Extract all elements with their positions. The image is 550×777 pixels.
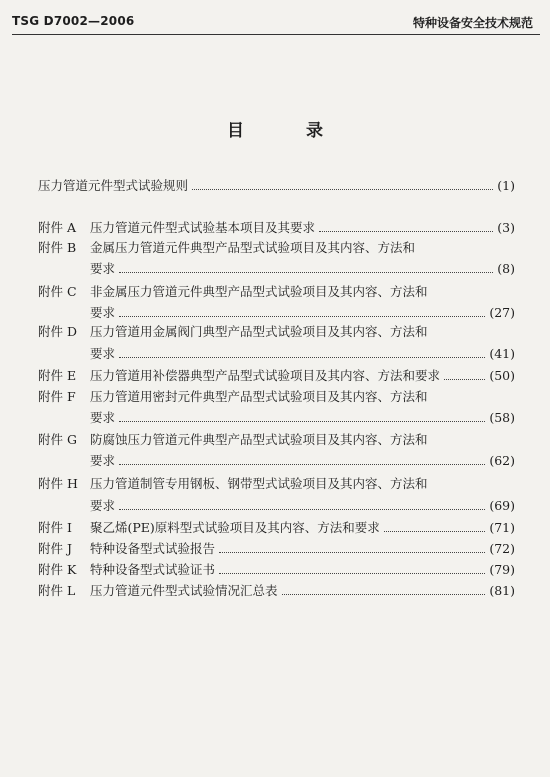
toc-entry-text: 压力管道元件型式试验基本项目及其要求 [90,220,316,235]
series-title: 特种设备安全技术规范 [412,16,533,30]
dot-leader [119,316,485,317]
toc-entry-prefix: 附件 I [38,520,72,535]
toc-entry-appendix-i[interactable] [38,518,515,538]
dot-leader [119,464,485,465]
toc-page-number: (41) [489,346,515,361]
toc-entry-appendix-g[interactable] [38,430,515,450]
toc-entry-prefix: 附件 D [38,324,77,339]
toc-entry-prefix: 附件 L [38,583,76,598]
toc-entry-text: 压力管道制管专用钢板、钢带型式试验项目及其内容、方法和 [90,476,428,491]
toc-entry-prefix: 附件 C [38,284,77,299]
dot-leader [219,552,485,553]
toc-entry-text: 要求 [90,410,116,425]
toc-title: 目 录 [227,121,351,141]
toc-entry-text: 压力管道用金属阀门典型产品型式试验项目及其内容、方法和 [90,324,428,339]
header-rule [12,34,540,35]
dot-leader [319,231,493,232]
toc-entry-appendix-c[interactable] [38,282,515,302]
toc-entry-appendix-d[interactable] [38,322,515,342]
toc-entry-prefix: 附件 H [38,476,78,491]
toc-entry-prefix: 附件 F [38,389,76,404]
dot-leader [119,272,493,273]
toc-page-number: (69) [489,498,515,513]
toc-page-number: (27) [489,305,515,320]
toc-page-number: (58) [489,410,515,425]
toc-entry-prefix: 附件 J [38,541,72,556]
toc-entry-appendix-k[interactable] [38,560,515,580]
toc-entry-text: 压力管道用补偿器典型产品型式试验项目及其内容、方法和要求 [90,368,441,383]
toc-entry-text: 压力管道元件型式试验规则 [38,178,189,193]
toc-page-number: (62) [489,453,515,468]
toc-page-number: (81) [489,583,515,598]
toc-entry-appendix-f[interactable] [38,387,515,407]
page-header [0,0,550,36]
toc-entry-appendix-a[interactable] [38,218,515,238]
toc-page-number: (50) [489,368,515,383]
toc-entry-text: 压力管道元件型式试验情况汇总表 [90,583,278,598]
toc-entry-prefix: 附件 A [38,220,77,235]
toc-entry-text: 金属压力管道元件典型产品型式试验项目及其内容、方法和 [90,240,416,255]
dot-leader [119,509,485,510]
toc-entry-appendix-d-cont[interactable] [38,344,515,364]
toc-entry-prefix: 附件 G [38,432,77,447]
toc-entry-appendix-f-cont[interactable] [38,408,515,428]
toc-entry-text: 特种设备型式试验报告 [90,541,216,556]
toc-entry-appendix-h[interactable] [38,474,515,494]
toc-entry-prefix: 附件 K [38,562,77,577]
toc-page-number: (72) [489,541,515,556]
toc-entry-prefix: 附件 E [38,368,77,383]
toc-entry-text: 要求 [90,453,116,468]
toc-entry-text: 要求 [90,305,116,320]
toc-entry-appendix-j[interactable] [38,539,515,559]
toc-entry-prefix: 附件 B [38,240,77,255]
dot-leader [119,357,485,358]
toc-entry-rules[interactable] [38,176,515,196]
dot-leader [384,531,486,532]
dot-leader [192,189,493,190]
toc-entry-text: 要求 [90,498,116,513]
toc-entry-appendix-b-cont[interactable] [38,259,515,279]
toc-entry-appendix-e[interactable] [38,366,515,386]
toc-entry-appendix-h-cont[interactable] [38,496,515,516]
toc-entry-text: 要求 [90,261,116,276]
toc-page-number: (79) [489,562,515,577]
dot-leader [444,379,485,380]
toc-entry-text: 聚乙烯(PE)原料型式试验项目及其内容、方法和要求 [90,520,380,535]
dot-leader [119,421,485,422]
toc-entry-text: 要求 [90,346,116,361]
toc-entry-appendix-l[interactable] [38,581,515,601]
toc-entry-text: 防腐蚀压力管道元件典型产品型式试验项目及其内容、方法和 [90,432,428,447]
toc-entry-appendix-c-cont[interactable] [38,303,515,323]
toc-page-number: (71) [489,520,515,535]
toc-entry-text: 特种设备型式试验证书 [90,562,216,577]
toc-page-number: (3) [497,220,515,235]
standard-code: TSG D7002—2006 [12,14,135,28]
toc-entry-text: 压力管道用密封元件典型产品型式试验项目及其内容、方法和 [90,389,428,404]
toc-page-number: (1) [497,178,515,193]
dot-leader [219,573,485,574]
toc-entry-appendix-b[interactable] [38,238,515,258]
toc-entry-appendix-g-cont[interactable] [38,451,515,471]
toc-page-number: (8) [497,261,515,276]
dot-leader [282,594,486,595]
toc-entry-text: 非金属压力管道元件典型产品型式试验项目及其内容、方法和 [90,284,428,299]
